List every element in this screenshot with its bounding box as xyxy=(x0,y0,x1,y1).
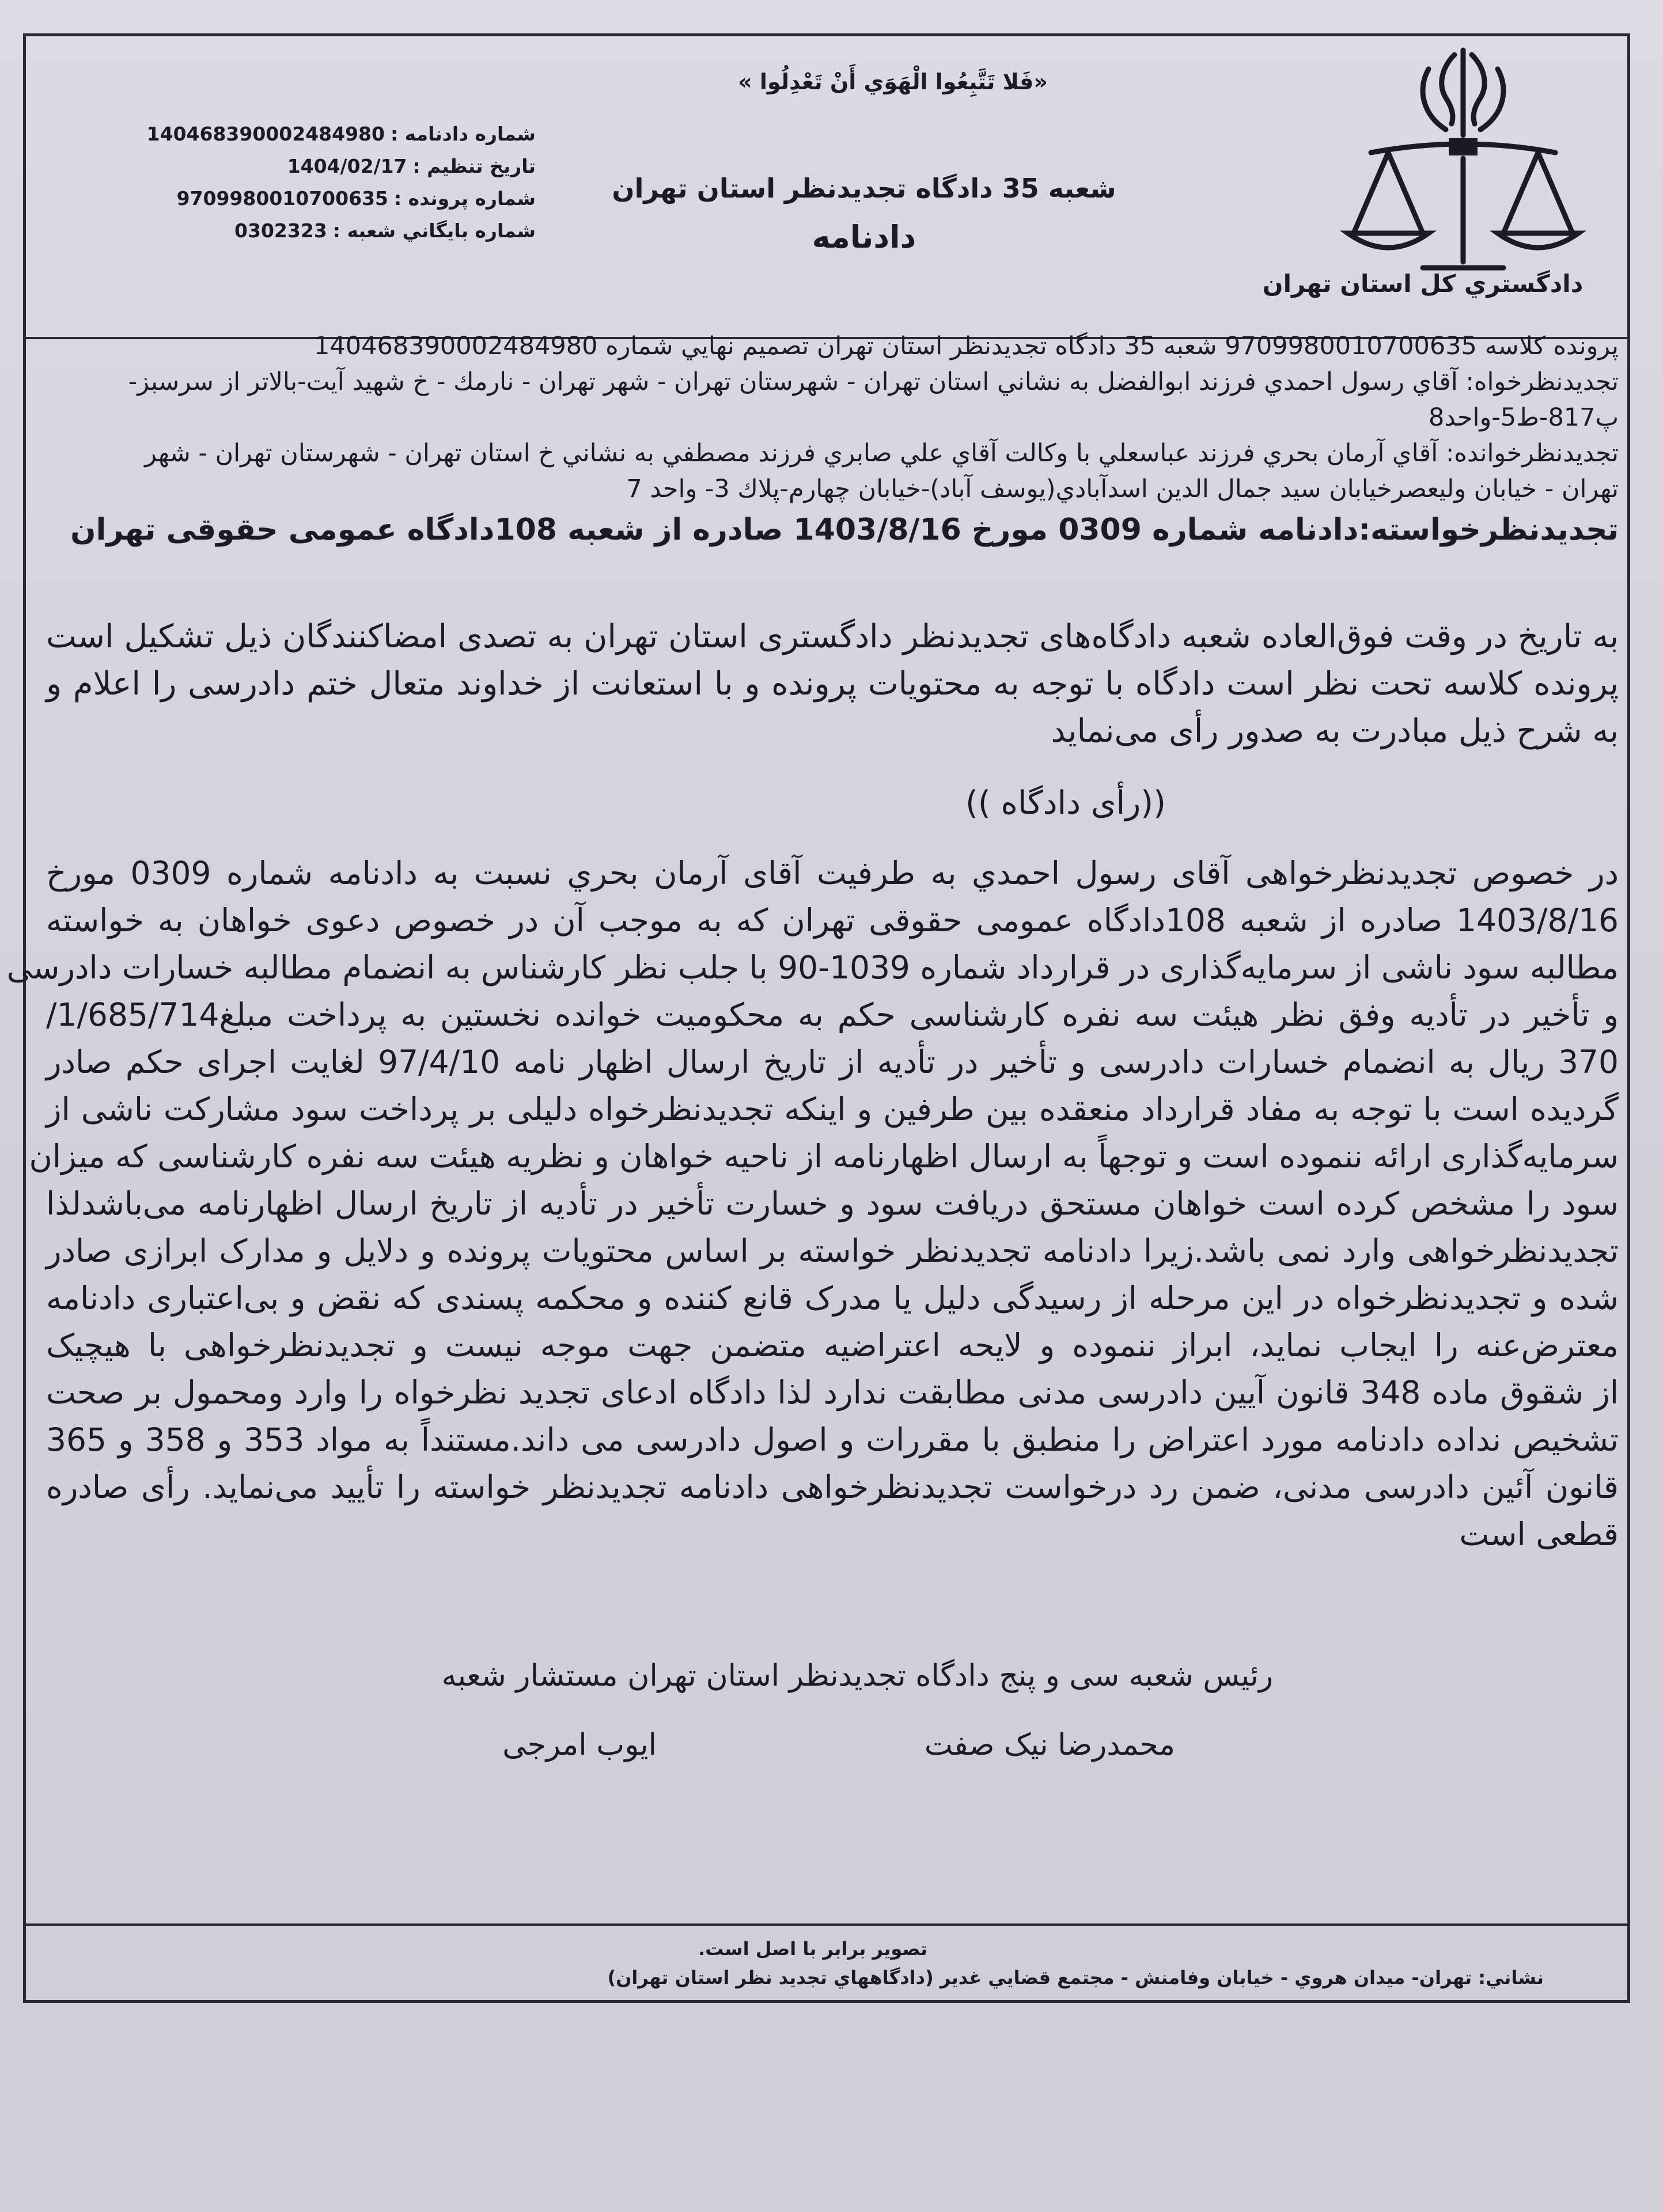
body-line: قطعی است xyxy=(1459,1516,1619,1553)
body-line: تجدیدنظرخواهی وارد نمی باشد.زیرا دادنامه تجدیدنظر خواسته بر اساس محتویات پرونده و دلایل و مدارک ابرازی صادر xyxy=(46,1232,1619,1269)
court-address: نشاني: تهران- ميدان هروي - خيابان وفامنش - مجتمع قضايي غدير (دادگاههاي تجديد نظر استان تهران) xyxy=(607,1967,1544,1989)
meta-row-date xyxy=(86,150,536,183)
body-line: تشخیص نداده دادنامه مورد اعتراض را منطبق با مقررات و اصول دادرسی می داند.مستنداً به مواد 353 و 358 و 365 xyxy=(46,1421,1619,1458)
meta-value: 0302323 xyxy=(234,219,327,242)
body-line: 370 ریال به انضمام خسارات دادرسی و تأخیر در تأدیه از تاریخ ارسال اظهار نامه 97/4/10 لغایت اجرای حکم صادر xyxy=(46,1044,1619,1080)
signature-name-presiding-judge: محمدرضا نیک صفت xyxy=(924,1728,1175,1762)
court-branch: شعبه 35 دادگاه تجديدنظر استان تهران xyxy=(612,173,1116,204)
verdict-title: ((رأی دادگاه )) xyxy=(965,784,1166,822)
case-line: پرونده کلاسه 9709980010700635 شعبه 35 دادگاه تجديدنظر استان تهران تصميم نهايي شماره 140468390002484980 xyxy=(314,332,1619,361)
document-meta xyxy=(86,118,536,247)
body-line: معترض‌عنه را ایجاب نماید، ابراز ننموده و لایحه اعتراضیه متضمن جهت موجه نیست و تجدیدنظرخواهی با هیچیک xyxy=(46,1327,1619,1364)
body-line: سود را مشخص کرده است خواهان مستحق دریافت سود و خسارت تأخیر در تأدیه از تاریخ ارسال اظهارنامه می‌باشدلذا xyxy=(46,1185,1619,1222)
meta-value: 9709980010700635 xyxy=(176,187,388,210)
document-title: دادنامه xyxy=(812,219,916,255)
meta-label: تاريخ تنظيم : xyxy=(412,155,536,177)
emblem-caption: دادگستري کل استان تهران xyxy=(1262,270,1584,298)
body-line: 1403/8/16 صادره از شعبه 108دادگاه عمومی حقوقی تهران که به موجب آن در خصوص دعوی خواهان به خواسته xyxy=(46,902,1619,939)
quran-verse: «فَلا تَتَّبِعُوا الْهَوَي أَنْ تَعْدِلُوا » xyxy=(738,69,1048,94)
body-line: از شقوق ماده 348 قانون آیین دادرسی مدنی مطابقت ندارد لذا دادگاه ادعای تجدید نظرخواه را وارد ومحمول بر صحت xyxy=(46,1374,1619,1411)
appealed-decision-line: تجديدنظرخواسته:دادنامه شماره 0309 مورخ 1403/8/16 صادره از شعبه 108دادگاه عمومی حقوقی تهران xyxy=(70,513,1619,547)
verdict-body xyxy=(6,849,1619,1558)
meta-label: شماره دادنامه : xyxy=(390,123,536,145)
appellee-line: تجديدنظرخوانده: آقاي آرمان بحري فرزند عباسعلي با وكالت آقاي علي صابري فرزند مصطفي به نشاني خ استان تهران - شهرستان تهران - شهر xyxy=(145,439,1619,468)
meta-label: شماره بايگاني شعبه : xyxy=(332,219,536,242)
body-line: و تأخیر در تأدیه وفق نظر هیئت سه نفره کارشناسی حکم به محکومیت خوانده نخستین به پرداخت مبلغ1/685/714/ xyxy=(46,996,1619,1033)
meta-value: 140468390002484980 xyxy=(146,123,385,145)
body-line: گردیده است با توجه به مفاد قرارداد منعقده بین طرفین و اینکه تجدیدنظرخواه دلیلی بر پرداخت سود مشارکت ناشی از xyxy=(46,1091,1619,1128)
meta-row-archive-number xyxy=(86,215,536,247)
meta-label: شماره پرونده : xyxy=(394,187,536,210)
body-line: قانون آئین دادرسی مدنی، ضمن رد درخواست تجدیدنظرخواهی دادنامه تجدیدنظر خواسته را تأیید می‌نماید. رأی صادره xyxy=(46,1469,1619,1505)
body-line: در خصوص تجدیدنظرخواهی آقای رسول احمدي به طرفیت آقای آرمان بحري نسبت به دادنامه شماره 0309 مورخ xyxy=(46,855,1619,891)
meta-row-verdict-number xyxy=(86,118,536,150)
signature-title: رئیس شعبه سی و پنج دادگاه تجدیدنظر استان تهران مستشار شعبه xyxy=(441,1659,1273,1693)
meta-value: 1404/02/17 xyxy=(287,155,407,177)
intro-paragraph: به تاريخ در وقت فوق‌العاده شعبه دادگاه‌های تجدیدنظر دادگستری استان تهران به تصدی امضاکنندگان ذیل تشکیل است پرونده کلاسه تحت نظر است دادگاه با توجه به محتویات پرونده و با استعانت از خداوند متعال ختم دادرسی را اعلام و به شرح ذیل مبادرت به صدور رأی می‌نماید xyxy=(46,618,1619,750)
body-line: سرمایه‌گذاری ارائه ننموده است و توجهاً به ارسال اظهارنامه از ناحیه خواهان و نظریه هیئت سه نفره کارشناسی که میزان xyxy=(29,1138,1619,1175)
meta-row-case-number xyxy=(86,183,536,215)
appellant-address-cont: پ817-ط5-واحد8 xyxy=(1429,403,1619,432)
footer-divider xyxy=(23,1923,1630,1926)
parties-section xyxy=(70,328,1619,553)
appellant-line: تجديدنظرخواه: آقاي رسول احمدي فرزند ابوالفضل به نشاني استان تهران - شهرستان تهران - شهر تهران - نارمك - خ شهيد آيت-بالاتر از سرسبز- xyxy=(128,367,1619,396)
judiciary-emblem-icon xyxy=(1336,43,1590,285)
body-line: مطالبه سود ناشی از سرمایه‌گذاری در قرارداد شماره 1039-90 با جلب نظر کارشناس به انضمام مطالبه خسارات دادرسی xyxy=(6,949,1619,986)
copy-certification-note: تصوير برابر با اصل است. xyxy=(698,1938,927,1960)
appellee-address-cont: تهران - خيابان وليعصرخيابان سيد جمال الدين اسدآبادي(يوسف آباد)-خيابان چهارم-پلاك 3- واحد 7 xyxy=(626,475,1619,503)
body-line: شده و تجدیدنظرخواه در این مرحله از رسیدگی دلیل یا مدرک قانع کننده و محکمه پسندی که نقض و بی‌اعتباری دادنامه xyxy=(46,1280,1619,1316)
signature-name-counselor: ایوب امرجی xyxy=(502,1728,657,1762)
